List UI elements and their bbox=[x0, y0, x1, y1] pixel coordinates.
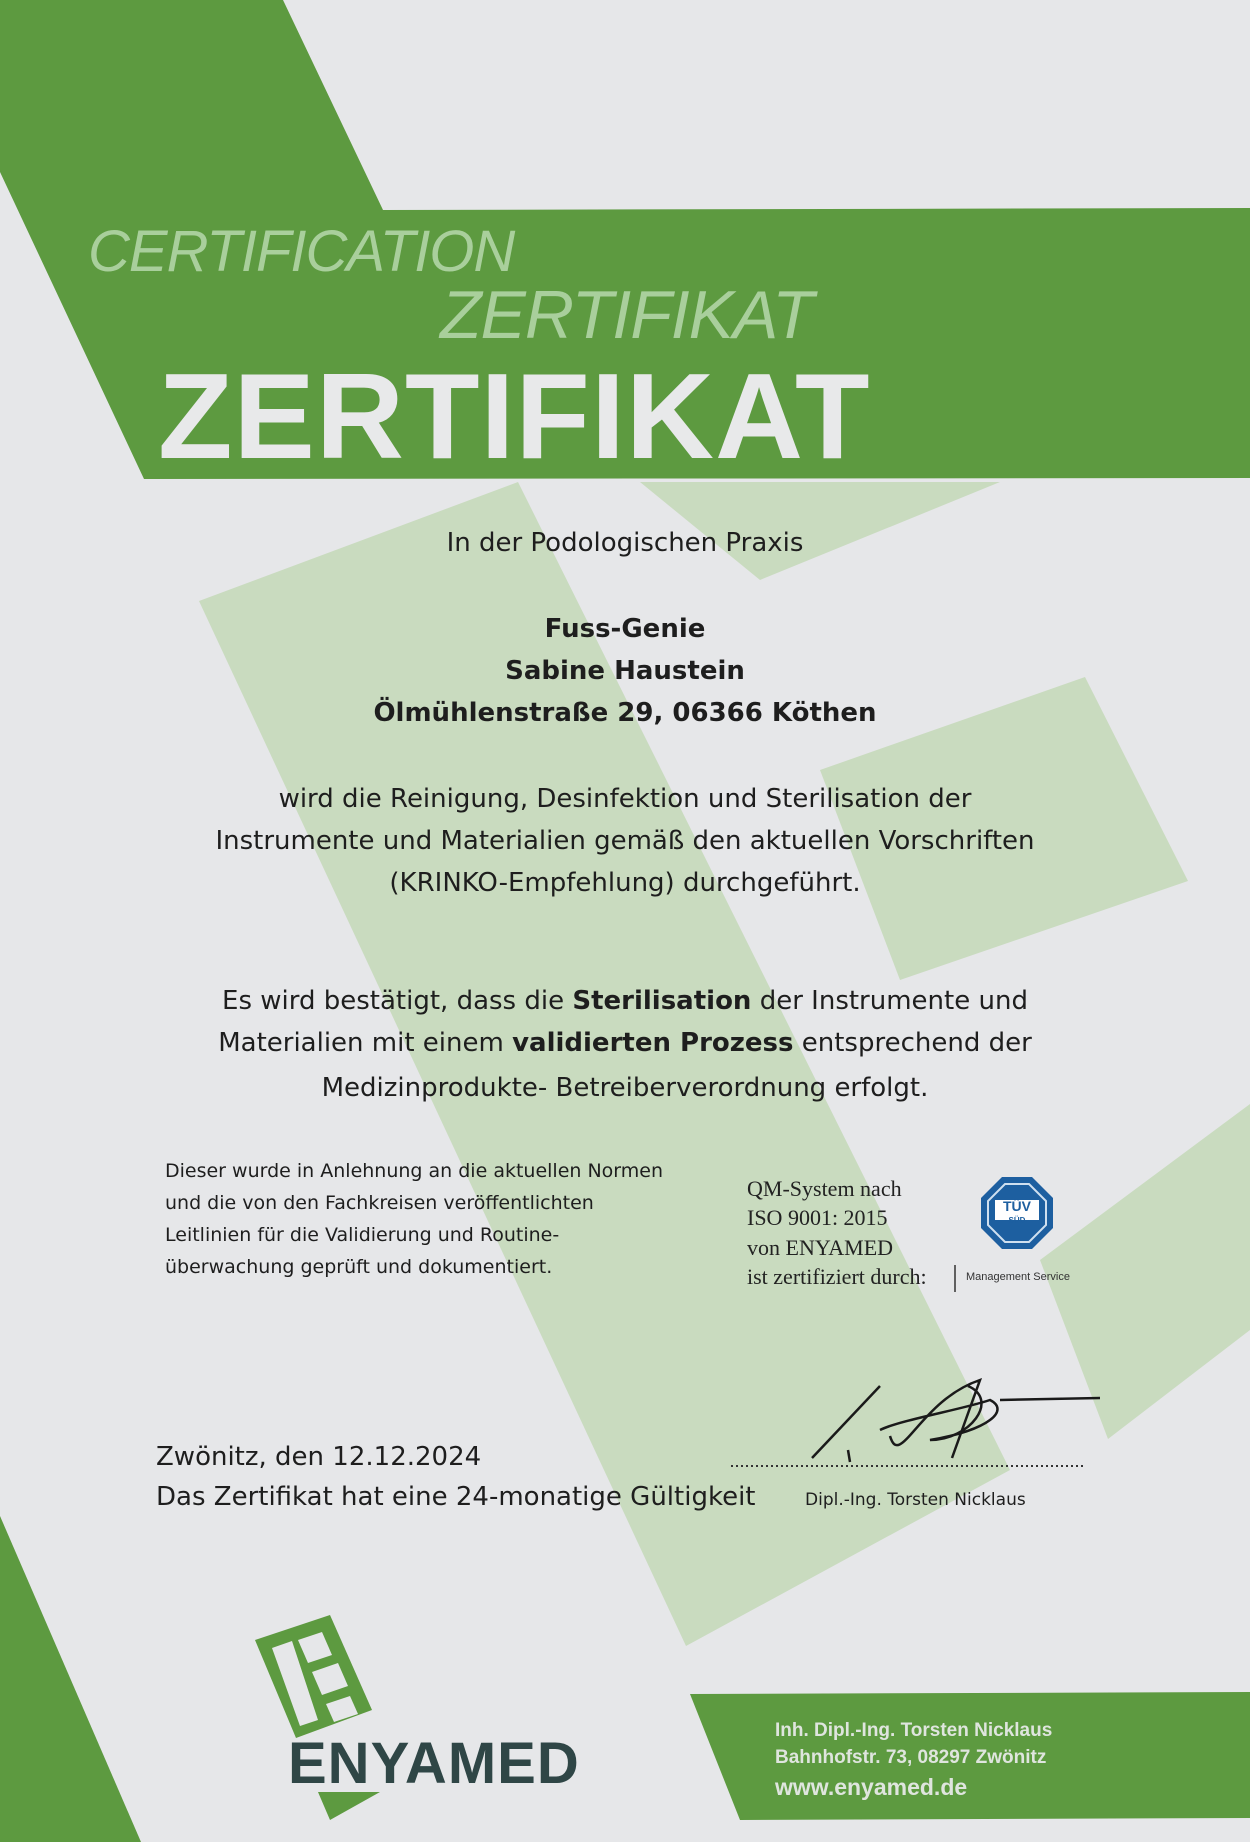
qm-line: QM-System nach bbox=[747, 1176, 902, 1201]
footer-owner: Inh. Dipl.-Ing. Torsten Nicklaus bbox=[775, 1720, 1053, 1741]
paragraph1-line: Instrumente und Materialien gemäß den aktuellen Vorschriften bbox=[215, 826, 1035, 856]
note-line: Leitlinien für die Validierung und Routine- bbox=[165, 1224, 560, 1246]
footer-website: www.enyamed.de bbox=[775, 1774, 968, 1800]
note-line: Dieser wurde in Anlehnung an die aktuellen Normen bbox=[165, 1160, 664, 1182]
paragraph2-line: Medizinprodukte- Betreiberverordnung erfolgt. bbox=[321, 1073, 929, 1103]
practice-address: Ölmühlenstraße 29, 06366 Köthen bbox=[373, 698, 877, 728]
owner-name: Sabine Haustein bbox=[505, 656, 745, 686]
pale-stripe bbox=[1040, 1104, 1250, 1439]
paragraph2-line bbox=[0, 988, 1250, 1014]
brand-name: ENYAMED bbox=[288, 1731, 580, 1796]
corner-band bbox=[0, 1516, 141, 1842]
practice-name: Fuss-Genie bbox=[544, 614, 706, 644]
watermark-certification: CERTIFICATION bbox=[88, 219, 515, 284]
watermark-zertifikat: ZERTIFIKAT bbox=[440, 277, 813, 353]
text: Es wird bestätigt, dass die bbox=[222, 986, 573, 1016]
place-date: Zwönitz, den 12.12.2024 bbox=[156, 1442, 482, 1472]
text: Materialien mit einem bbox=[218, 1028, 513, 1058]
qm-line: ist zertifiziert durch: bbox=[747, 1264, 927, 1289]
tuv-caption: Management Service bbox=[966, 1271, 1070, 1283]
text: der Instrumente und bbox=[751, 986, 1028, 1016]
qm-line: von ENYAMED bbox=[747, 1235, 894, 1260]
paragraph1-line: wird die Reinigung, Desinfektion und Sterilisation der bbox=[278, 784, 972, 814]
tuv-logo-text bbox=[995, 1200, 1039, 1227]
tuv-logo-bottom: SÜD bbox=[1008, 1216, 1026, 1225]
text-bold: Sterilisation bbox=[572, 986, 752, 1016]
footer-address: Bahnhofstr. 73, 08297 Zwönitz bbox=[775, 1747, 1047, 1768]
paragraph2-line bbox=[0, 1030, 1250, 1056]
qm-line: ISO 9001: 2015 bbox=[747, 1205, 888, 1230]
text-bold: validierten Prozess bbox=[512, 1028, 794, 1058]
signatory-name: Dipl.-Ing. Torsten Nicklaus bbox=[805, 1490, 1026, 1510]
text: entsprechend der bbox=[793, 1028, 1032, 1058]
recipient-intro: In der Podologischen Praxis bbox=[446, 528, 804, 558]
certificate-title: ZERTIFIKAT bbox=[158, 348, 871, 484]
tuv-logo-top: TÜV bbox=[1003, 1198, 1031, 1214]
validity: Das Zertifikat hat eine 24-monatige Gültigkeit bbox=[156, 1482, 756, 1512]
note-line: und die von den Fachkreisen veröffentlichten bbox=[165, 1192, 594, 1214]
note-line: überwachung geprüft und dokumentiert. bbox=[165, 1256, 553, 1278]
paragraph1-line: (KRINKO-Empfehlung) durchgeführt. bbox=[389, 868, 861, 898]
